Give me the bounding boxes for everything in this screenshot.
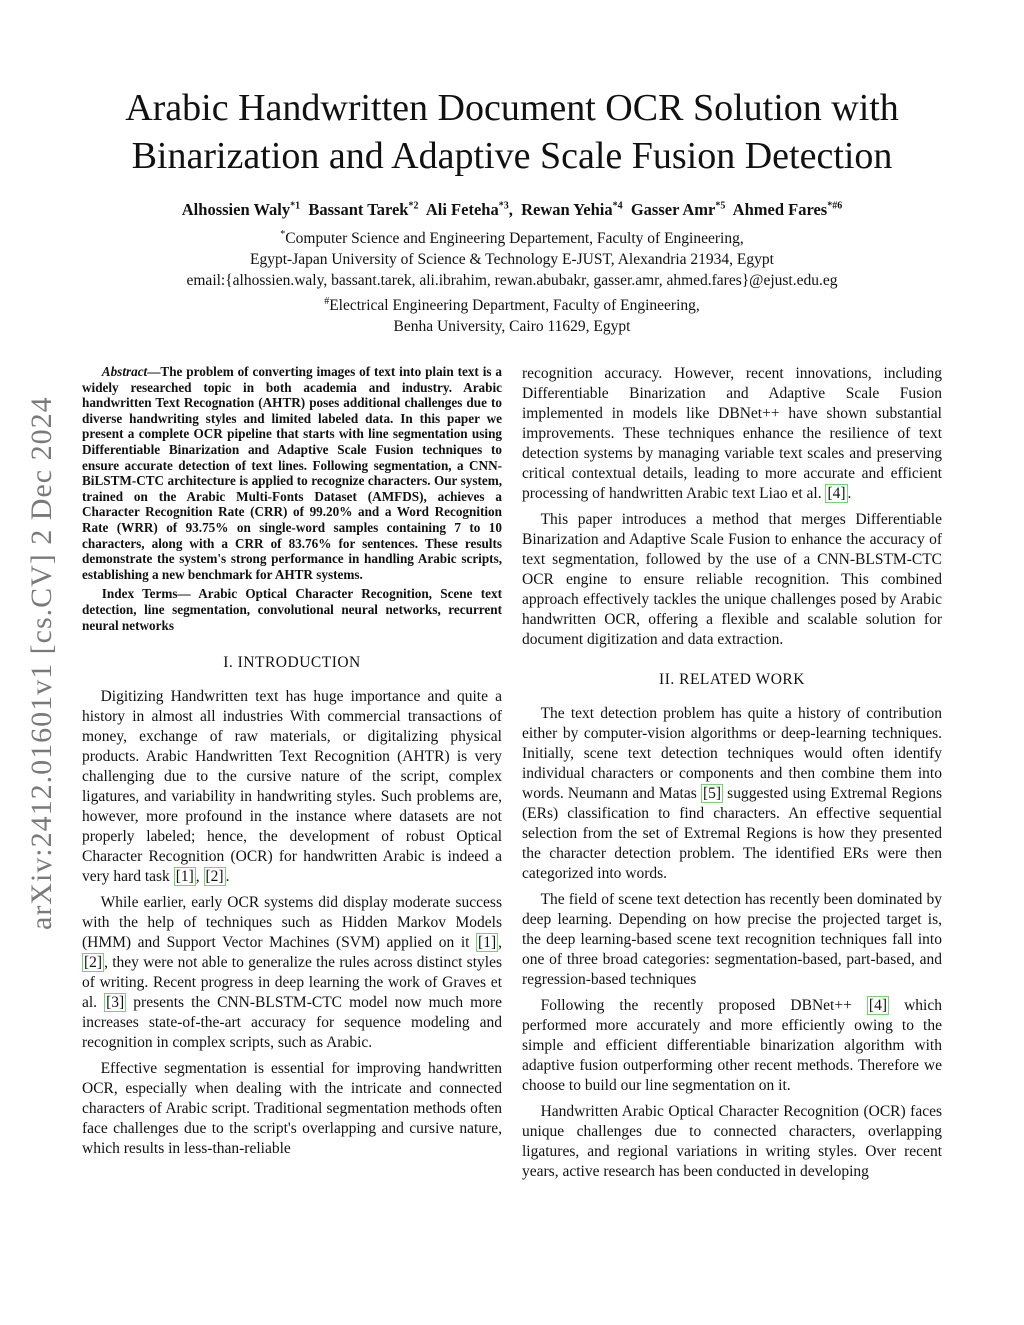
- citation-link[interactable]: [4]: [827, 485, 846, 502]
- citation-link[interactable]: [2]: [205, 868, 224, 886]
- section-heading-introduction: I. INTRODUCTION: [223, 654, 361, 672]
- index-terms: Index Terms— Arabic Optical Character Recognition, Scene text detection, line segmentation, convolutional neural networks, recurrent neural networks: [82, 586, 502, 633]
- title-line-1: Arabic Handwritten Document OCR Solution with: [125, 87, 899, 129]
- intro-paragraph-1: Digitizing Handwritten text has huge importance and quite a history in almost all industries With commercial transactions of money, exchange of raw materials, or digitalizing physical products. Arabic Handwritten Text Recognition (AHTR) is very challenging due to the cursive nature of the script, complex ligatures, and variability in handwriting styles. Such problems are, however, more profound in the instance where datasets are not properly labeled; hence, the development of robust Optical Character Recognition (OCR) for handwritten Arabic is indeed a very hard task [1] , [2] .: [82, 688, 502, 886]
- citation-link[interactable]: [2]: [84, 954, 103, 972]
- intro-paragraph-3-continued: recognition accuracy. However, recent innovations, including Differentiable Binarization and Adaptive Scale Fusion implemented in models like DBNet++ have shown substantial improvements. These techniques enhance the resilience of text detection systems by managing variable text scales and preserving critical contextual details, leading to more accurate and efficient processing of handwritten Arabic text Liao et al. [4] .: [522, 365, 942, 502]
- author: Ali Feteha$^{*3}$: [425, 200, 509, 219]
- intro-paragraph-3: Effective segmentation is essential for improving handwritten OCR, especially when dealing with the intricate and connected characters of Arabic script. Traditional segmentation methods often face challenges due to the script's overlapping and cursive nature, which results in less-than-reliable: [82, 1060, 502, 1158]
- intro-paragraph-2: While earlier, early OCR systems did display moderate success with the help of techniques such as Hidden Markov Models (HMM) and Support Vector Machines (SVM) applied on it [1] , [2] , they were not able to generalize the rules across distinct styles of writing. Recent progress in deep learning the work of Graves et al. [3] presents the CNN-BLSTM-CTC model now much more increases state-of-the-art accuracy for sequence modeling and recognition in complex scripts, such as Arabic.: [82, 894, 503, 1052]
- author-list: Alhossien Waly$^{*1}$ Bassant Tarek$^{*2}$ Ali Feteha$^{*3}$, Rewan Yehia$^{*4}$ Gasser Amr$^{*5}$ Ahmed Fares$^{*\#6}$: [181, 200, 843, 219]
- related-paragraph-1: The text detection problem has quite a history of contribution either by computer-vision algorithms or deep-learning techniques. Initially, scene text detection techniques would often identify individual characters or components and then combine them into words. Neumann and Matas [5] suggested using Extremal Regions (ERs) classification to find characters. An effective sequential selection from the set of Extremal Regions is how they presented the character detection problem. The identified ERs were then categorized into words.: [522, 705, 942, 882]
- title-line-2: Binarization and Adaptive Scale Fusion Detection: [131, 135, 893, 177]
- abstract: Abstract—The problem of converting images of text into plain text is a widely researched topic in both academia and industry. Arabic handwritten Text Recognation (AHTR) poses additional challenges due to diverse handwriting styles and limited labeled data. In this paper we present a complete OCR pipeline that starts with line segmentation using Differentiable Binarization and Adaptive Scale Fusion techniques to ensure accurate detection of text lines. Following segmentation, a CNN-BiLSTM-CTC architecture is applied to recognize characters. Our system, trained on the Arabic Multi-Fonts Dataset (AMFDS), achieves a Character Recognition Rate (CRR) of 99.20% and a Word Recognition Rate (WRR) of 93.75% on single-word samples containing 7 to 10 characters, along with a CRR of 83.76% for sentences. These results demonstrate the system's strong performance in handling Arabic scripts, establishing a new benchmark for AHTR systems.: [82, 364, 502, 582]
- affiliation-line: *Computer Science and Engineering Departement, Faculty of Engineering,: [280, 229, 744, 248]
- affiliation-line: Egypt-Japan University of Science & Technology E-JUST, Alexandria 21934, Egypt: [250, 251, 774, 269]
- email-line: email:{alhossien.waly, bassant.tarek, ali.ibrahim, rewan.abubakr, gasser.amr, ahmed.fares}@ejust.edu.eg: [186, 272, 838, 290]
- author: Gasser Amr$^{*5}$: [630, 200, 726, 219]
- left-column: [82, 364, 502, 1165]
- related-paragraph-2: The field of scene text detection has recently been dominated by deep learning. Depending on how precise the projected target is, the deep learning-based scene text recognition techniques fall into one of three broad categories: segmentation-based, part-based, and regression-based techniques: [522, 891, 942, 988]
- arxiv-stamp: arXiv:2412.01601v1 [cs.CV] 2 Dec 2024: [25, 396, 58, 930]
- related-paragraph-3: Following the recently proposed DBNet++ [4] which performed more accurately and more efficiently owing to the simple and efficient differentiable binarization algorithm with adaptive fusion outperforming other recent methods. Therefore we choose to build our line segmentation on it.: [522, 997, 942, 1094]
- author: Ahmed Fares$^{*\#6}$: [732, 200, 843, 219]
- section-heading-related-work: II. RELATED WORK: [659, 671, 805, 688]
- author: Rewan Yehia$^{*4}$: [521, 200, 623, 219]
- author: Bassant Tarek$^{*2}$: [308, 200, 419, 219]
- right-column: [522, 364, 942, 1188]
- intro-paragraph-4: This paper introduces a method that merges Differentiable Binarization and Adaptive Scale Fusion to enhance the accuracy of text segmentation, followed by the use of a CNN-BLSTM-CTC OCR engine to ensure reliable recognition. This combined approach effectively tackles the unique challenges posed by Arabic handwritten OCR, offering a flexible and scalable solution for document digitization and data extraction.: [522, 511, 942, 648]
- citation-link[interactable]: [5]: [702, 785, 722, 802]
- author: Alhossien Waly$^{*1}$: [181, 200, 301, 219]
- citation-link[interactable]: [1]: [478, 934, 497, 952]
- citation-link[interactable]: [4]: [868, 997, 887, 1014]
- paper-title: [40, 84, 984, 180]
- affiliation-line: Benha University, Cairo 11629, Egypt: [393, 318, 631, 336]
- affiliations: [40, 224, 984, 337]
- citation-link[interactable]: [1]: [175, 868, 194, 886]
- affiliation-line: #Electrical Engineering Department, Faculty of Engineering,: [324, 296, 700, 315]
- related-paragraph-4: Handwritten Arabic Optical Character Recognition (OCR) faces unique challenges due to connected characters, overlapping ligatures, and regional variations in writing styles. Over recent years, active research has been conducted in developing: [522, 1103, 942, 1180]
- citation-link[interactable]: [3]: [106, 994, 125, 1012]
